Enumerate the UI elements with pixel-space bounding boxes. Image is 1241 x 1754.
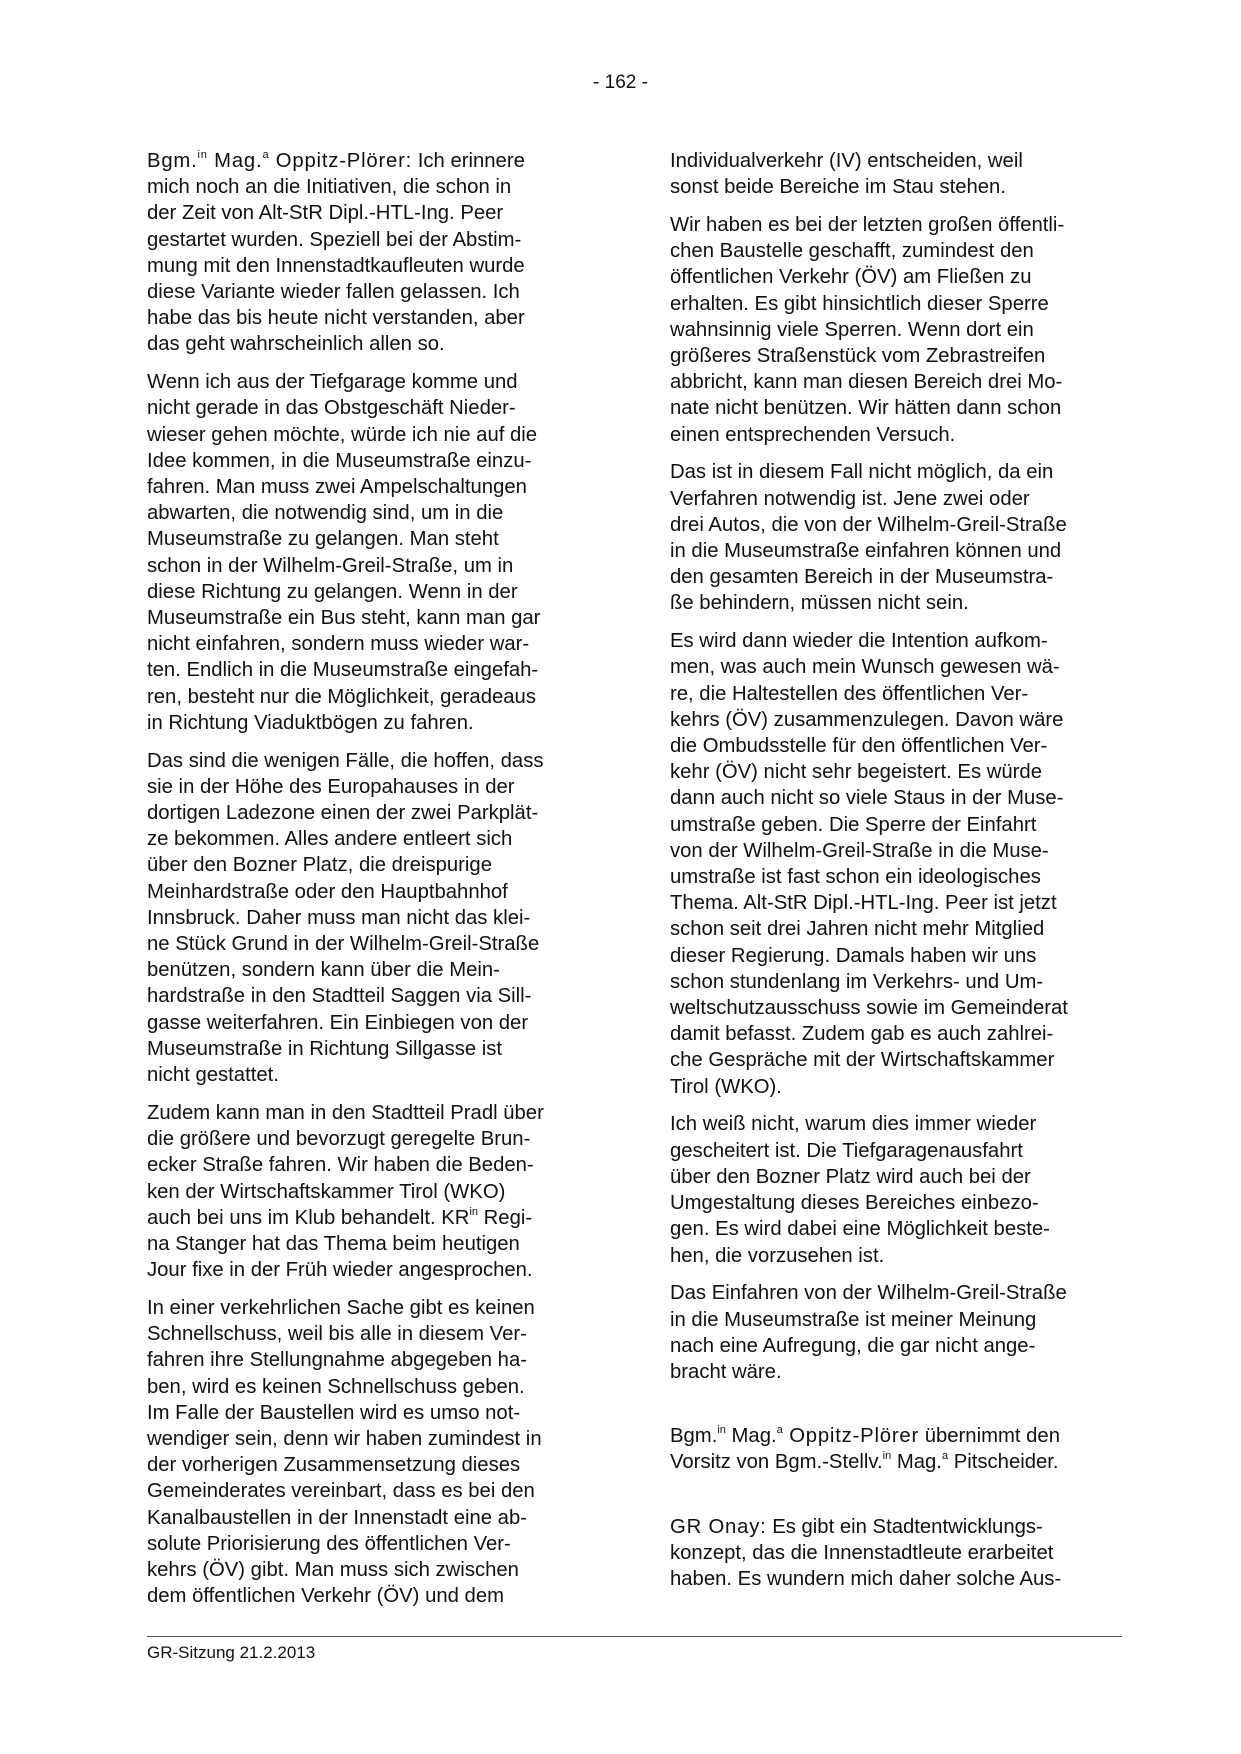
page-number: - 162 - (593, 72, 648, 93)
paragraph-speaker-oppitz-ploerer (147, 148, 602, 358)
paragraph: Das sind die wenigen Fälle, die hoffen, dass sie in der Höhe des Europahauses in der dortigen Ladezone einen der zwei Parkplät- ze bekommen. Alles andere entleert sich über den Bozner Platz, die dreispurige Meinhardstraße oder den Hauptbahnhof Innsbruck. Daher muss man nicht das klei- ne Stück Grund in der Wilhelm-Greil-Straße benützen, sondern kann über die Mein- hardstraße in den Stadtteil Saggen via Sill- gasse weiterfahren. Ein Einbiegen von der Museumstraße in Richtung Sillgasse ist nicht gestattet. (147, 749, 544, 1087)
left-column (147, 148, 602, 1621)
speaker-label: GR Onay: (670, 1515, 767, 1538)
paragraph: Es wird dann wieder die Intention aufkom- men, was auch mein Wunsch gewesen wä- re, die Haltestellen des öffentlichen Ver- kehrs (ÖV) zusammenzulegen. Davon wäre die Ombudsstelle für den öffentlichen Ver- kehr (ÖV) nicht sehr begeistert. Es würde dann auch nicht so viele Staus in der Muse- umstraße geben. Die Sperre der Einfahrt von der Wilhelm-Greil-Straße in die Muse- umstraße ist fast schon ein ideologisches Thema. Alt-StR Dipl.-HTL-Ing. Peer ist jetzt schon seit drei Jahren nicht mehr Mitglied dieser Regierung. Damals haben wir uns schon stundenlang im Verkehrs- und Um- weltschutzausschuss sowie im Gemeinderat damit befasst. Zudem gab es auch zahlrei- che Gespräche mit der Wirtschaftskammer Tirol (WKO). (670, 630, 1068, 1098)
paragraph: Das ist in diesem Fall nicht möglich, da ein Verfahren notwendig ist. Jene zwei oder drei Autos, die von der Wilhelm-Greil-Straße in die Museumstraße einfahren können und den gesamten Bereich in der Museumstra- ße behindern, müssen nicht sein. (670, 461, 1067, 615)
paragraph-speaker-onay (670, 1514, 1126, 1593)
right-column (670, 148, 1126, 1604)
paragraph: Das Einfahren von der Wilhelm-Greil-Straße in die Museumstraße ist meiner Meinung nach eine Aufregung, die gar nicht ange- bracht wäre. (670, 1282, 1067, 1383)
paragraph: Individualverkehr (IV) entscheiden, weil sonst beide Bereiche im Stau stehen. (670, 150, 1023, 199)
paragraph: Zudem kann man in den Stadtteil Pradl über die größere und bevorzugt geregelte Brun- ecker Straße fahren. Wir haben die Beden- ken der Wirtschaftskammer Tirol (WKO) auch bei uns im Klub behandelt. $KR^{in}$ Regi- na Stanger hat das Thema beim heutigen Jour fixe in der Früh wieder angesprochen. (147, 1101, 544, 1282)
paragraph: Ich weiß nicht, warum dies immer wieder gescheitert ist. Die Tiefgaragenausfahrt über den Bozner Platz wird auch bei der Umgestaltung dieses Bereiches einbezo- gen. Es wird dabei eine Möglichkeit beste- hen, die vorzusehen ist. (670, 1113, 1050, 1267)
footer-session-date: GR-Sitzung 21.2.2013 (147, 1643, 316, 1662)
paragraph: Wir haben es bei der letzten großen öffentli- chen Baustelle geschafft, zumindest den öffentlichen Verkehr (ÖV) am Fließen zu erhalten. Es gibt hinsichtlich dieser Sperre wahnsinnig viele Sperren. Wenn dort ein größeres Straßenstück vom Zebrastreifen abbricht, kann man diesen Bereich drei Mo- nate nicht benützen. Wir hätten dann schon einen entsprechenden Versuch. (670, 214, 1065, 446)
paragraph: Wenn ich aus der Tiefgarage komme und nicht gerade in das Obstgeschäft Nieder- wieser gehen möchte, würde ich nie auf die Idee kommen, in die Museumstraße einzu- fahren. Man muss zwei Ampelschaltungen abwarten, die notwendig sind, um in die Museumstraße zu gelangen. Man steht schon in der Wilhelm-Greil-Straße, um in diese Richtung zu gelangen. Wenn in der Museumstraße ein Bus steht, kann man gar nicht einfahren, sondern muss wieder war- ten. Endlich in die Museumstraße eingefah- ren, besteht nur die Möglichkeit, geradeaus in Richtung Viaduktbögen zu fahren. (147, 371, 541, 734)
paragraph: In einer verkehrlichen Sache gibt es keinen Schnellschuss, weil bis alle in diesem Ver- fahren ihre Stellungnahme abgegeben ha- ben, wird es keinen Schnellschuss geben. Im Falle der Baustellen wird es umso not- wendiger sein, denn wir haben zumindest in der vorherigen Zusammensetzung dieses Gemeinderates vereinbart, dass es bei den Kanalbaustellen in der Innenstadt eine ab- solute Priorisierung des öffentlichen Ver- kehrs (ÖV) gibt. Man muss sich zwischen dem öffentlichen Verkehr (ÖV) und dem (147, 1296, 542, 1608)
speaker-label: Bgm.$^{in}$ Mag.$^a$ Oppitz-Plörer: (147, 149, 413, 172)
chair-change-note: Bgm.$^{in}$ Mag.$^a$ Oppitz-Plörer übernimmt den Vorsitz von Bgm.-Stellv.$^{in}$ Mag.$^a$ Pitscheider. (670, 1424, 1060, 1474)
paragraph-text: Es gibt ein Stadtentwicklungs- konzept, das die Innenstadtleute erarbeitet haben. Es wundern mich daher solche Aus- (670, 1515, 1062, 1590)
footer-divider (147, 1636, 1122, 1637)
paragraph-text: Ich erinnere mich noch an die Initiativen, die schon in der Zeit von Alt-StR Dipl.-HTL-Ing. Peer gestartet wurden. Speziell bei der Abstim- mung mit den Innenstadtkaufleuten wurde diese Variante wieder fallen gelassen. Ich habe das bis heute nicht verstanden, aber das geht wahrscheinlich allen so. (147, 150, 525, 356)
